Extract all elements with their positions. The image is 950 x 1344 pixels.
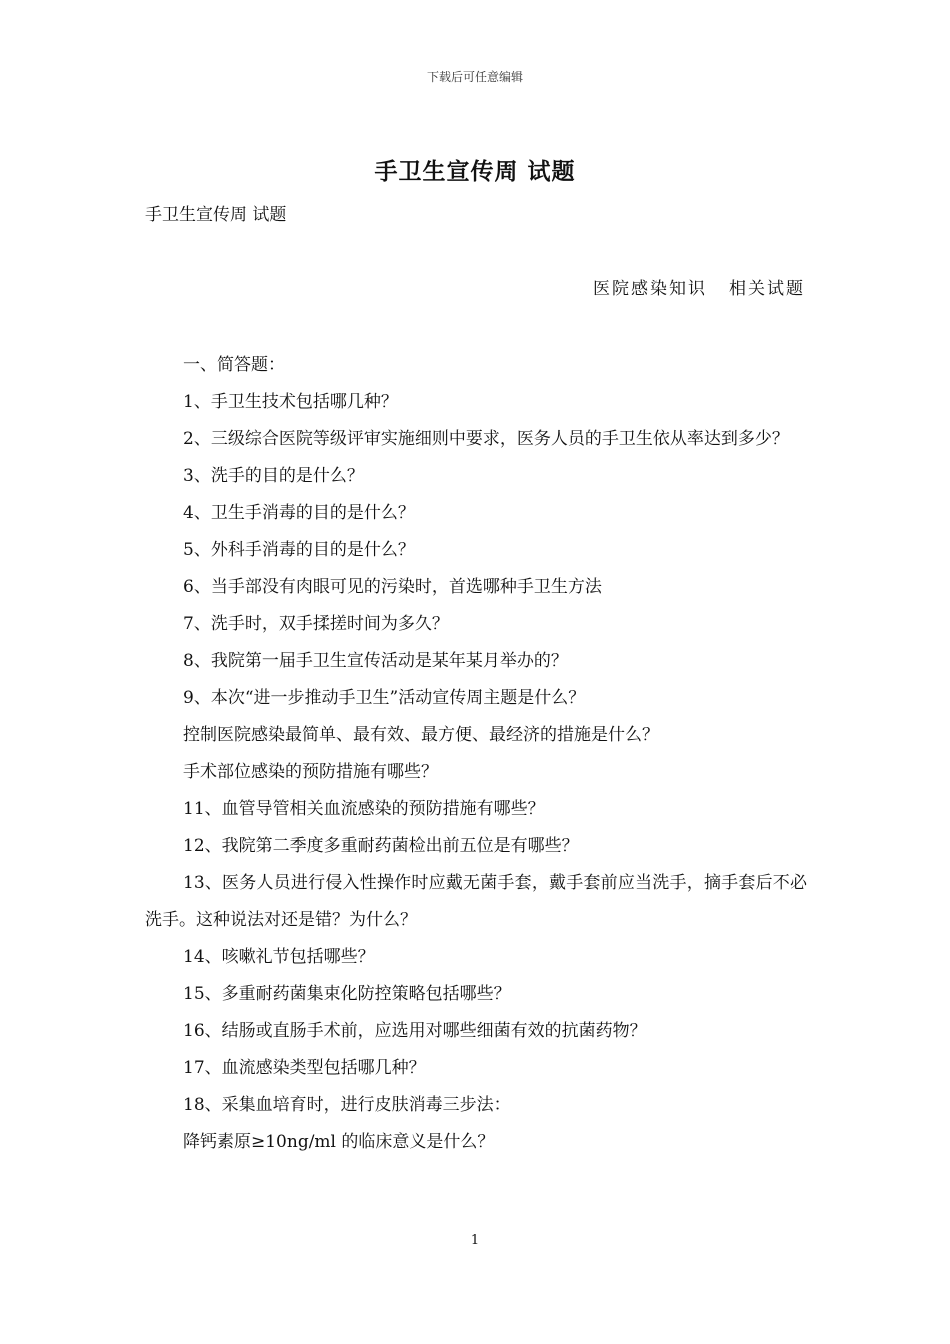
question-item: 13、医务人员进行侵入性操作时应戴无菌手套，戴手套前应当洗手，摘手套后不必洗手。这种说法对还是错？为什么？ — [145, 873, 807, 930]
question-item: 7、洗手时，双手揉搓时间为多久？ — [183, 614, 449, 634]
header-note: 下载后可任意编辑 — [426, 70, 523, 84]
question-item: 6、当手部没有肉眼可见的污染时，首选哪种手卫生方法 — [183, 577, 602, 597]
question-item: 12、我院第二季度多重耐药菌检出前五位是有哪些？ — [183, 836, 579, 856]
question-item: 3、洗手的目的是什么？ — [183, 466, 364, 486]
question-item: 4、卫生手消毒的目的是什么？ — [183, 503, 415, 523]
section-category-heading — [593, 274, 805, 299]
section-heading: 一、简答题： — [183, 355, 285, 375]
question-item: 1、手卫生技术包括哪几种？ — [183, 392, 398, 412]
document-subtitle: 手卫生宣传周 试题 — [145, 205, 287, 225]
question-item: 17、血流感染类型包括哪几种？ — [183, 1058, 426, 1078]
question-item: 16、结肠或直肠手术前，应选用对哪些细菌有效的抗菌药物？ — [183, 1021, 647, 1041]
question-item: 降钙素原≥10ng/ml 的临床意义是什么？ — [183, 1132, 495, 1152]
question-item: 手术部位感染的预防措施有哪些？ — [183, 762, 438, 782]
question-list — [145, 347, 807, 1161]
question-item: 14、咳嗽礼节包括哪些？ — [183, 947, 375, 967]
question-item: 8、我院第一届手卫生宣传活动是某年某月举办的？ — [183, 651, 568, 671]
page-number: 1 — [470, 1233, 480, 1248]
question-item: 控制医院感染最简单、最有效、最方便、最经济的措施是什么？ — [183, 725, 659, 745]
question-item: 18、采集血培育时，进行皮肤消毒三步法： — [183, 1095, 511, 1115]
question-item: 11、血管导管相关血流感染的预防措施有哪些？ — [183, 799, 545, 819]
question-item: 5、外科手消毒的目的是什么？ — [183, 540, 415, 560]
question-item: 15、多重耐药菌集束化防控策略包括哪些？ — [183, 984, 511, 1004]
question-item: 9、本次“进一步推动手卫生”活动宣传周主题是什么？ — [183, 688, 586, 708]
category-sublabel: 相关试题 — [729, 279, 805, 299]
question-item: 2、三级综合医院等级评审实施细则中要求，医务人员的手卫生依从率达到多少？ — [183, 429, 789, 449]
category-label: 医院感染知识 — [593, 279, 707, 299]
document-title: 手卫生宣传周 试题 — [374, 158, 576, 185]
